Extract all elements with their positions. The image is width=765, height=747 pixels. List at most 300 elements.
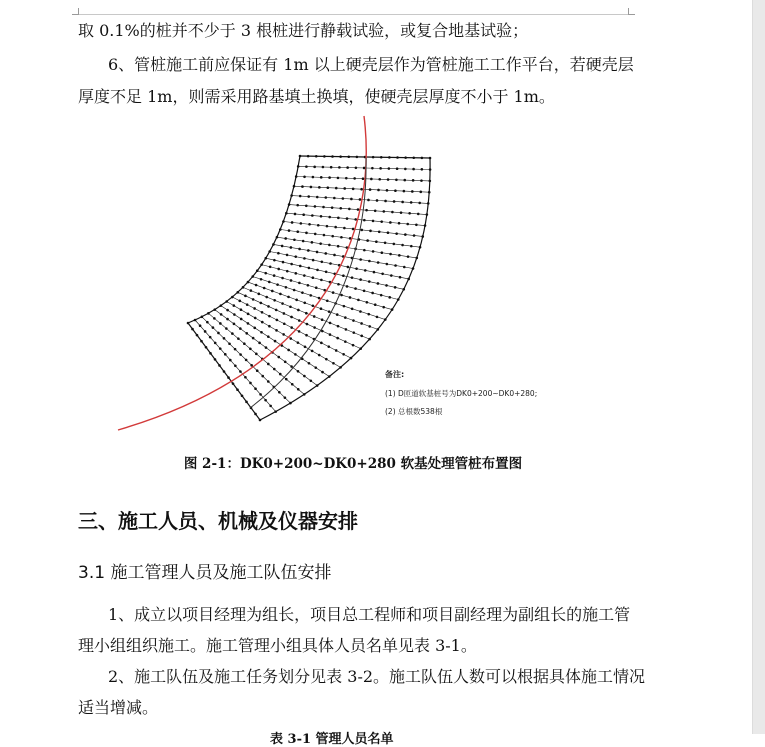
subsection-heading: 3.1 施工管理人员及施工队伍安排 bbox=[78, 563, 332, 583]
pile-point bbox=[226, 318, 229, 321]
pile-point bbox=[290, 326, 293, 329]
pile-point bbox=[271, 290, 274, 293]
pile-point bbox=[420, 179, 423, 182]
pile-point bbox=[412, 168, 415, 171]
pile-point bbox=[327, 345, 330, 348]
pile-point bbox=[339, 207, 342, 210]
pile-point bbox=[342, 353, 345, 356]
pile-point bbox=[326, 299, 329, 302]
header-margin-line bbox=[78, 14, 628, 15]
pile-point bbox=[228, 342, 231, 345]
pile-point bbox=[378, 178, 381, 181]
pile-point bbox=[314, 233, 317, 236]
pile-point bbox=[275, 329, 278, 332]
pile-point bbox=[297, 388, 300, 391]
pile-point bbox=[342, 274, 345, 277]
pile-point bbox=[337, 283, 340, 286]
pile-point bbox=[245, 359, 248, 362]
pile-point bbox=[412, 179, 415, 182]
left-margin-corner-mark bbox=[72, 8, 79, 15]
pile-point bbox=[367, 313, 370, 316]
pile-point bbox=[305, 312, 308, 315]
pile-point bbox=[343, 227, 346, 230]
pile-point bbox=[320, 342, 323, 345]
pile-point bbox=[309, 294, 312, 297]
pile-point bbox=[320, 307, 323, 310]
pile-point bbox=[303, 274, 306, 277]
pile-point bbox=[291, 221, 294, 224]
pile-point bbox=[415, 223, 418, 226]
pile-point bbox=[224, 353, 227, 356]
pile-point bbox=[400, 211, 403, 214]
pile-point bbox=[285, 286, 288, 289]
pile-point bbox=[247, 313, 250, 316]
pile-point bbox=[258, 342, 261, 345]
pile-point bbox=[244, 376, 247, 379]
pile-point bbox=[263, 287, 266, 290]
pile-point bbox=[408, 212, 411, 215]
pile-point bbox=[322, 166, 325, 169]
pile-point bbox=[254, 317, 257, 320]
pile-point bbox=[368, 280, 371, 283]
pile-point bbox=[255, 284, 258, 287]
pile-point bbox=[259, 393, 262, 396]
pile-point bbox=[326, 225, 329, 228]
pile-point bbox=[363, 219, 366, 222]
pile-point bbox=[418, 202, 421, 205]
pile-point bbox=[374, 303, 377, 306]
pile-point bbox=[286, 254, 289, 257]
pile-point bbox=[312, 304, 315, 307]
pile-point bbox=[223, 337, 226, 340]
pile-point bbox=[318, 297, 321, 300]
pile-point bbox=[354, 287, 357, 290]
pile-point bbox=[314, 205, 317, 208]
pile-point bbox=[294, 272, 297, 275]
pile-point bbox=[359, 258, 362, 261]
pile-point bbox=[380, 220, 383, 223]
pile-point bbox=[289, 337, 292, 340]
pile-point bbox=[337, 325, 340, 328]
pile-grid bbox=[187, 155, 432, 422]
pile-point bbox=[290, 263, 293, 266]
pile-point bbox=[265, 346, 268, 349]
pile-point bbox=[401, 244, 404, 247]
pile-point bbox=[344, 316, 347, 319]
pile-point bbox=[333, 254, 336, 257]
pile-point bbox=[233, 323, 236, 326]
pile-point bbox=[369, 188, 372, 191]
pile-point bbox=[327, 186, 330, 189]
pile-point bbox=[249, 382, 252, 385]
pile-point bbox=[372, 220, 375, 223]
pile-point bbox=[264, 399, 267, 402]
pile-point bbox=[286, 270, 289, 273]
pile-point bbox=[294, 353, 297, 356]
pile-point bbox=[388, 167, 391, 170]
pile-point bbox=[308, 362, 311, 365]
pile-point bbox=[204, 330, 207, 333]
pile-point bbox=[340, 236, 343, 239]
pile-point bbox=[320, 176, 323, 179]
pile-point bbox=[212, 326, 215, 329]
pile-point bbox=[384, 241, 387, 244]
pile-point bbox=[369, 230, 372, 233]
pile-point bbox=[411, 190, 414, 193]
pile-point bbox=[331, 235, 334, 238]
pile-point bbox=[265, 296, 268, 299]
pile-point bbox=[312, 259, 315, 262]
pile-point bbox=[318, 186, 321, 189]
pile-point bbox=[333, 197, 336, 200]
pile-point bbox=[305, 334, 308, 337]
pile-point bbox=[268, 325, 271, 328]
pile-point bbox=[313, 315, 316, 318]
pile-point bbox=[373, 271, 376, 274]
pile-point bbox=[371, 292, 374, 295]
pile-point bbox=[231, 332, 234, 335]
pile-point bbox=[285, 378, 288, 381]
pile-point bbox=[335, 187, 338, 190]
pile-point bbox=[303, 301, 306, 304]
pile-point bbox=[348, 208, 351, 211]
pile-point bbox=[316, 269, 319, 272]
pile-point bbox=[403, 179, 406, 182]
pile-point bbox=[319, 242, 322, 245]
pile-point bbox=[376, 316, 379, 319]
pile-point bbox=[225, 327, 228, 330]
pile-point bbox=[282, 261, 285, 264]
right-margin-corner-mark bbox=[628, 8, 635, 15]
pile-point bbox=[290, 279, 293, 282]
pile-point bbox=[346, 166, 349, 169]
pile-point bbox=[305, 204, 308, 207]
pile-point bbox=[213, 317, 216, 320]
pile-point bbox=[377, 261, 380, 264]
table-title-partial: 表 3-1 管理人员名单 bbox=[270, 732, 394, 747]
pile-point bbox=[370, 178, 373, 181]
pile-point bbox=[325, 358, 328, 361]
pile-point bbox=[299, 265, 302, 268]
paragraph-static-test: 取 0.1%的桩并不少于 3 根桩进行静载试验，或复合地基试验； bbox=[78, 21, 529, 40]
pile-point bbox=[219, 322, 222, 325]
pile-point bbox=[393, 200, 396, 203]
pile-point bbox=[294, 255, 297, 258]
pile-point bbox=[298, 319, 301, 322]
pile-point bbox=[247, 322, 250, 325]
pile-point bbox=[351, 276, 354, 279]
pile-point bbox=[298, 282, 301, 285]
pile-point bbox=[313, 326, 316, 329]
pile-point bbox=[340, 294, 343, 297]
pile-point bbox=[372, 250, 375, 253]
pile-point bbox=[295, 299, 298, 302]
pile-point bbox=[260, 278, 263, 281]
pile-point bbox=[299, 195, 302, 198]
paragraph-item-6-line-1: 6、管桩施工前应保证有 1m 以上硬壳层作为管桩施工工作平台，若硬壳层 bbox=[108, 55, 634, 74]
pile-point bbox=[384, 200, 387, 203]
pile-point bbox=[277, 252, 280, 255]
pile-point bbox=[234, 365, 237, 368]
pile-point bbox=[366, 239, 369, 242]
pile-point bbox=[417, 213, 420, 216]
pile-point bbox=[258, 293, 261, 296]
pile-point bbox=[328, 244, 331, 247]
pile-point bbox=[234, 348, 237, 351]
pile-point bbox=[303, 375, 306, 378]
pile-point bbox=[256, 369, 259, 372]
pile-point bbox=[297, 370, 300, 373]
pile-point bbox=[394, 189, 397, 192]
pile-point bbox=[269, 266, 272, 269]
pile-point bbox=[388, 296, 391, 299]
pile-point bbox=[352, 331, 355, 334]
pile-point bbox=[360, 229, 363, 232]
figure-notes bbox=[385, 369, 537, 416]
pile-point bbox=[310, 186, 313, 189]
pile-point bbox=[368, 260, 371, 263]
pile-point bbox=[254, 387, 257, 390]
pile-point bbox=[284, 237, 287, 240]
pile-point bbox=[209, 336, 212, 339]
pile-point bbox=[297, 341, 300, 344]
pile-point bbox=[331, 206, 334, 209]
note-2: (2) 总根数538根 bbox=[385, 407, 443, 416]
pile-point bbox=[219, 347, 222, 350]
pile-point bbox=[389, 253, 392, 256]
pile-point bbox=[398, 254, 401, 257]
pile-point bbox=[296, 204, 299, 207]
pile-point bbox=[276, 319, 279, 322]
pile-point bbox=[312, 176, 315, 179]
pile-point bbox=[291, 383, 294, 386]
pile-point bbox=[374, 209, 377, 212]
pile-point bbox=[395, 178, 398, 181]
pile-layout-figure bbox=[100, 108, 540, 438]
pile-point bbox=[399, 276, 402, 279]
pile-point bbox=[352, 344, 355, 347]
pile-point bbox=[312, 276, 315, 279]
pile-point bbox=[277, 268, 280, 271]
pile-point bbox=[268, 281, 271, 284]
pile-point bbox=[394, 286, 397, 289]
pile-point bbox=[321, 260, 324, 263]
pile-point bbox=[401, 201, 404, 204]
pile-point bbox=[337, 177, 340, 180]
pile-point bbox=[244, 295, 247, 298]
pile-point bbox=[332, 291, 335, 294]
pile-point bbox=[377, 189, 380, 192]
pile-point bbox=[296, 230, 299, 233]
pile-point bbox=[261, 311, 264, 314]
pile-point bbox=[252, 298, 255, 301]
pile-point bbox=[380, 294, 383, 297]
pile-point bbox=[268, 315, 271, 318]
pile-point bbox=[386, 189, 389, 192]
pile-point bbox=[311, 241, 314, 244]
pile-point bbox=[297, 309, 300, 312]
pile-point bbox=[311, 350, 314, 353]
pile-point bbox=[220, 313, 223, 316]
pile-point bbox=[385, 284, 388, 287]
pile-point bbox=[229, 359, 232, 362]
pile-point bbox=[393, 243, 396, 246]
pile-point bbox=[307, 284, 310, 287]
pile-point bbox=[346, 285, 349, 288]
pile-point bbox=[277, 356, 280, 359]
pile-point bbox=[276, 283, 279, 286]
pile-point bbox=[381, 251, 384, 254]
pile-point bbox=[287, 296, 290, 299]
pile-point bbox=[328, 176, 331, 179]
pile-point bbox=[314, 366, 317, 369]
pile-point bbox=[305, 232, 308, 235]
pile-point bbox=[387, 231, 390, 234]
pile-point bbox=[371, 167, 374, 170]
pile-point bbox=[359, 310, 362, 313]
pile-point bbox=[305, 165, 308, 168]
pile-point bbox=[382, 210, 385, 213]
pile-point bbox=[318, 354, 321, 357]
pile-point bbox=[394, 264, 397, 267]
pile-point bbox=[344, 340, 347, 343]
pile-point bbox=[306, 323, 309, 326]
grid-left-boundary bbox=[188, 156, 300, 323]
pile-point bbox=[403, 266, 406, 269]
pile-point bbox=[246, 303, 249, 306]
pile-point bbox=[287, 349, 290, 352]
pile-point bbox=[336, 313, 339, 316]
pile-point bbox=[245, 332, 248, 335]
pile-point bbox=[349, 296, 352, 299]
pile-point bbox=[342, 197, 345, 200]
road-centerline bbox=[118, 116, 366, 430]
pile-point bbox=[214, 342, 217, 345]
pile-point bbox=[237, 337, 240, 340]
pile-point bbox=[310, 379, 313, 382]
pile-point bbox=[325, 271, 328, 274]
pile-point bbox=[346, 217, 349, 220]
pile-point bbox=[360, 188, 363, 191]
pile-point bbox=[367, 199, 370, 202]
pile-point bbox=[404, 168, 407, 171]
pile-point bbox=[363, 289, 366, 292]
pile-point bbox=[357, 299, 360, 302]
pile-point bbox=[363, 249, 366, 252]
pile-point bbox=[329, 262, 332, 265]
pile-point bbox=[324, 252, 327, 255]
section-heading: 三、施工人员、机械及仪器安排 bbox=[78, 509, 358, 533]
pile-point bbox=[311, 214, 314, 217]
pile-point bbox=[279, 293, 282, 296]
pile-point bbox=[359, 278, 362, 281]
pile-point bbox=[302, 240, 305, 243]
paragraph-item-1-line-1: 1、成立以项目经理为组长，项目总工程师和项目副经理为副组长的施工管 bbox=[108, 605, 631, 624]
pile-point bbox=[267, 305, 270, 308]
pile-point bbox=[390, 274, 393, 277]
pile-point bbox=[298, 330, 301, 333]
pile-point bbox=[293, 289, 296, 292]
pile-point bbox=[355, 267, 358, 270]
paragraph-item-2-line-1: 2、施工队伍及施工任务划分见表 3-2。施工队伍人数可以根据具体施工情况 bbox=[108, 667, 646, 686]
pile-point bbox=[238, 300, 241, 303]
paragraph-item-2-line-2: 适当增减。 bbox=[78, 698, 159, 717]
pile-point bbox=[332, 362, 335, 365]
pile-point bbox=[283, 312, 286, 315]
pile-point bbox=[267, 380, 270, 383]
pile-point bbox=[334, 226, 337, 229]
pile-point bbox=[354, 218, 357, 221]
pile-point bbox=[352, 319, 355, 322]
pile-point bbox=[316, 196, 319, 199]
pile-point bbox=[278, 391, 281, 394]
pile-point bbox=[279, 373, 282, 376]
pile-point bbox=[323, 234, 326, 237]
pile-point bbox=[261, 321, 264, 324]
pile-point bbox=[273, 274, 276, 277]
pile-point bbox=[320, 279, 323, 282]
pile-point bbox=[250, 289, 253, 292]
pile-point bbox=[329, 333, 332, 336]
pile-point bbox=[275, 309, 278, 312]
pile-point bbox=[410, 245, 413, 248]
pile-point bbox=[347, 266, 350, 269]
vertical-scrollbar[interactable] bbox=[752, 0, 765, 734]
pile-point bbox=[360, 335, 363, 338]
pile-point bbox=[284, 361, 287, 364]
pile-point bbox=[206, 321, 209, 324]
pile-point bbox=[407, 255, 410, 258]
pile-point bbox=[330, 166, 333, 169]
pile-point bbox=[410, 201, 413, 204]
figure-caption: 图 2-1：DK0+200~DK0+280 软基处理管桩布置图 bbox=[183, 456, 523, 472]
pile-point bbox=[362, 177, 365, 180]
pile-point bbox=[337, 245, 340, 248]
pile-point bbox=[315, 286, 318, 289]
pile-point bbox=[329, 322, 332, 325]
pile-point bbox=[240, 308, 243, 311]
pile-point bbox=[308, 223, 311, 226]
pile-point bbox=[253, 327, 256, 330]
pile-point bbox=[239, 353, 242, 356]
pile-point bbox=[386, 263, 389, 266]
pile-point bbox=[376, 199, 379, 202]
pile-point bbox=[250, 364, 253, 367]
pile-point bbox=[328, 310, 331, 313]
pile-point bbox=[308, 267, 311, 270]
pile-point bbox=[387, 178, 390, 181]
pile-point bbox=[301, 291, 304, 294]
pile-point bbox=[269, 405, 272, 408]
pile-point bbox=[357, 208, 360, 211]
pile-point bbox=[267, 335, 270, 338]
pile-point bbox=[321, 371, 324, 374]
pile-point bbox=[303, 175, 306, 178]
pile-point bbox=[378, 230, 381, 233]
pile-point bbox=[301, 185, 304, 188]
pile-point bbox=[281, 302, 284, 305]
pile-point bbox=[240, 318, 243, 321]
pile-point bbox=[343, 187, 346, 190]
pile-point bbox=[335, 349, 338, 352]
pile-point bbox=[391, 211, 394, 214]
pile-point bbox=[365, 209, 368, 212]
pile-point bbox=[255, 353, 258, 356]
pile-point bbox=[364, 269, 367, 272]
pile-point bbox=[303, 257, 306, 260]
pile-point bbox=[249, 347, 252, 350]
pile-point bbox=[343, 305, 346, 308]
